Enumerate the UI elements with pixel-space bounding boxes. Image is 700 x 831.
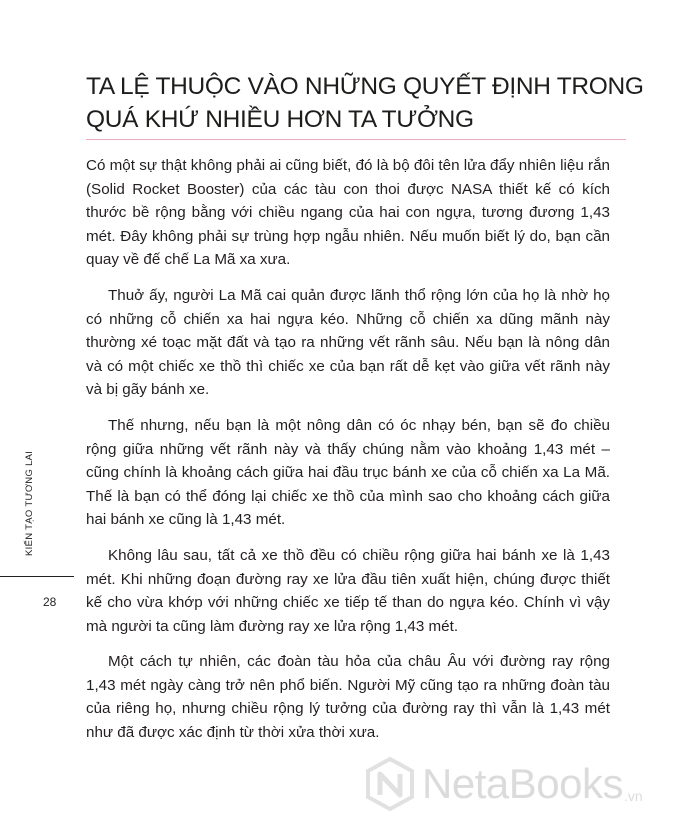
margin-divider: [0, 576, 74, 577]
paragraph: Không lâu sau, tất cả xe thồ đều có chiều rộng giữa hai bánh xe là 1,43 mét. Khi những đoạn đường ray xe lửa đầu tiên xuất hiện, chúng được thiết kế cho vừa khớp với những chiếc xe tiếp tế than do ngựa kéo. Chính vì vậy mà người ta cũng làm đường ray xe lửa rộng 1,43 mét.: [86, 546, 610, 635]
paragraph: Một cách tự nhiên, các đoàn tàu hỏa của châu Âu với đường ray rộng 1,43 mét ngày càng trở nên phổ biến. Người Mỹ cũng tạo ra những đoàn tàu của riêng họ, nhưng chiều rộng lý tưởng của đường ray thì vẫn là 1,43 mét như đã được xác định từ thời xửa thời xưa.: [86, 653, 610, 742]
watermark-suffix: .vn: [623, 788, 643, 804]
paragraph: Thế nhưng, nếu bạn là một nông dân có óc nhạy bén, bạn sẽ đo chiều rộng giữa những vết rãnh này và thấy chúng nằm vào khoảng 1,43 mét – cũng chính là khoảng cách giữa hai đầu trục bánh xe của cỗ chiến xa La Mã. Thế là bạn có thể đóng lại chiếc xe thồ của mình sao cho khoảng cách giữa hai bánh xe cũng là 1,43 mét.: [86, 416, 610, 529]
chapter-title-line: QUÁ KHỨ NHIỀU HƠN TA TƯỞNG: [86, 106, 474, 133]
paragraph: Thuở ấy, người La Mã cai quản được lãnh thổ rộng lớn của họ là nhờ họ có những cỗ chiến xa hai ngựa kéo. Những cỗ chiến xa dũng mãnh này thường xé toạc mặt đất và tạo ra những vết rãnh sâu. Nếu bạn là nông dân và có một chiếc xe thồ thì chiếc xe của bạn rất dễ kẹt vào giữa vết rãnh này và bị gãy bánh xe.: [86, 286, 610, 399]
chapter-title-line: TA LỆ THUỘC VÀO NHỮNG QUYẾT ĐỊNH TRONG: [86, 73, 644, 100]
running-title: KIẾN TẠO TƯƠNG LAI: [24, 450, 35, 556]
watermark-brand: NetaBooks: [422, 760, 623, 807]
netabooks-logo-icon: [362, 756, 418, 812]
watermark: [362, 754, 692, 814]
chapter-title: [86, 70, 646, 136]
title-divider: [86, 139, 626, 140]
body-text: [86, 154, 610, 757]
page-number: 28: [43, 595, 57, 609]
paragraph: Có một sự thật không phải ai cũng biết, đó là bộ đôi tên lửa đẩy nhiên liệu rắn (Solid Rocket Booster) của các tàu con thoi được NASA thiết kế có kích thước bề rộng bằng với chiều ngang của hai con ngựa, tương đương 1,43 mét. Đây không phải sự trùng hợp ngẫu nhiên. Nếu muốn biết lý do, bạn cần quay về đế chế La Mã xa xưa.: [86, 157, 610, 269]
